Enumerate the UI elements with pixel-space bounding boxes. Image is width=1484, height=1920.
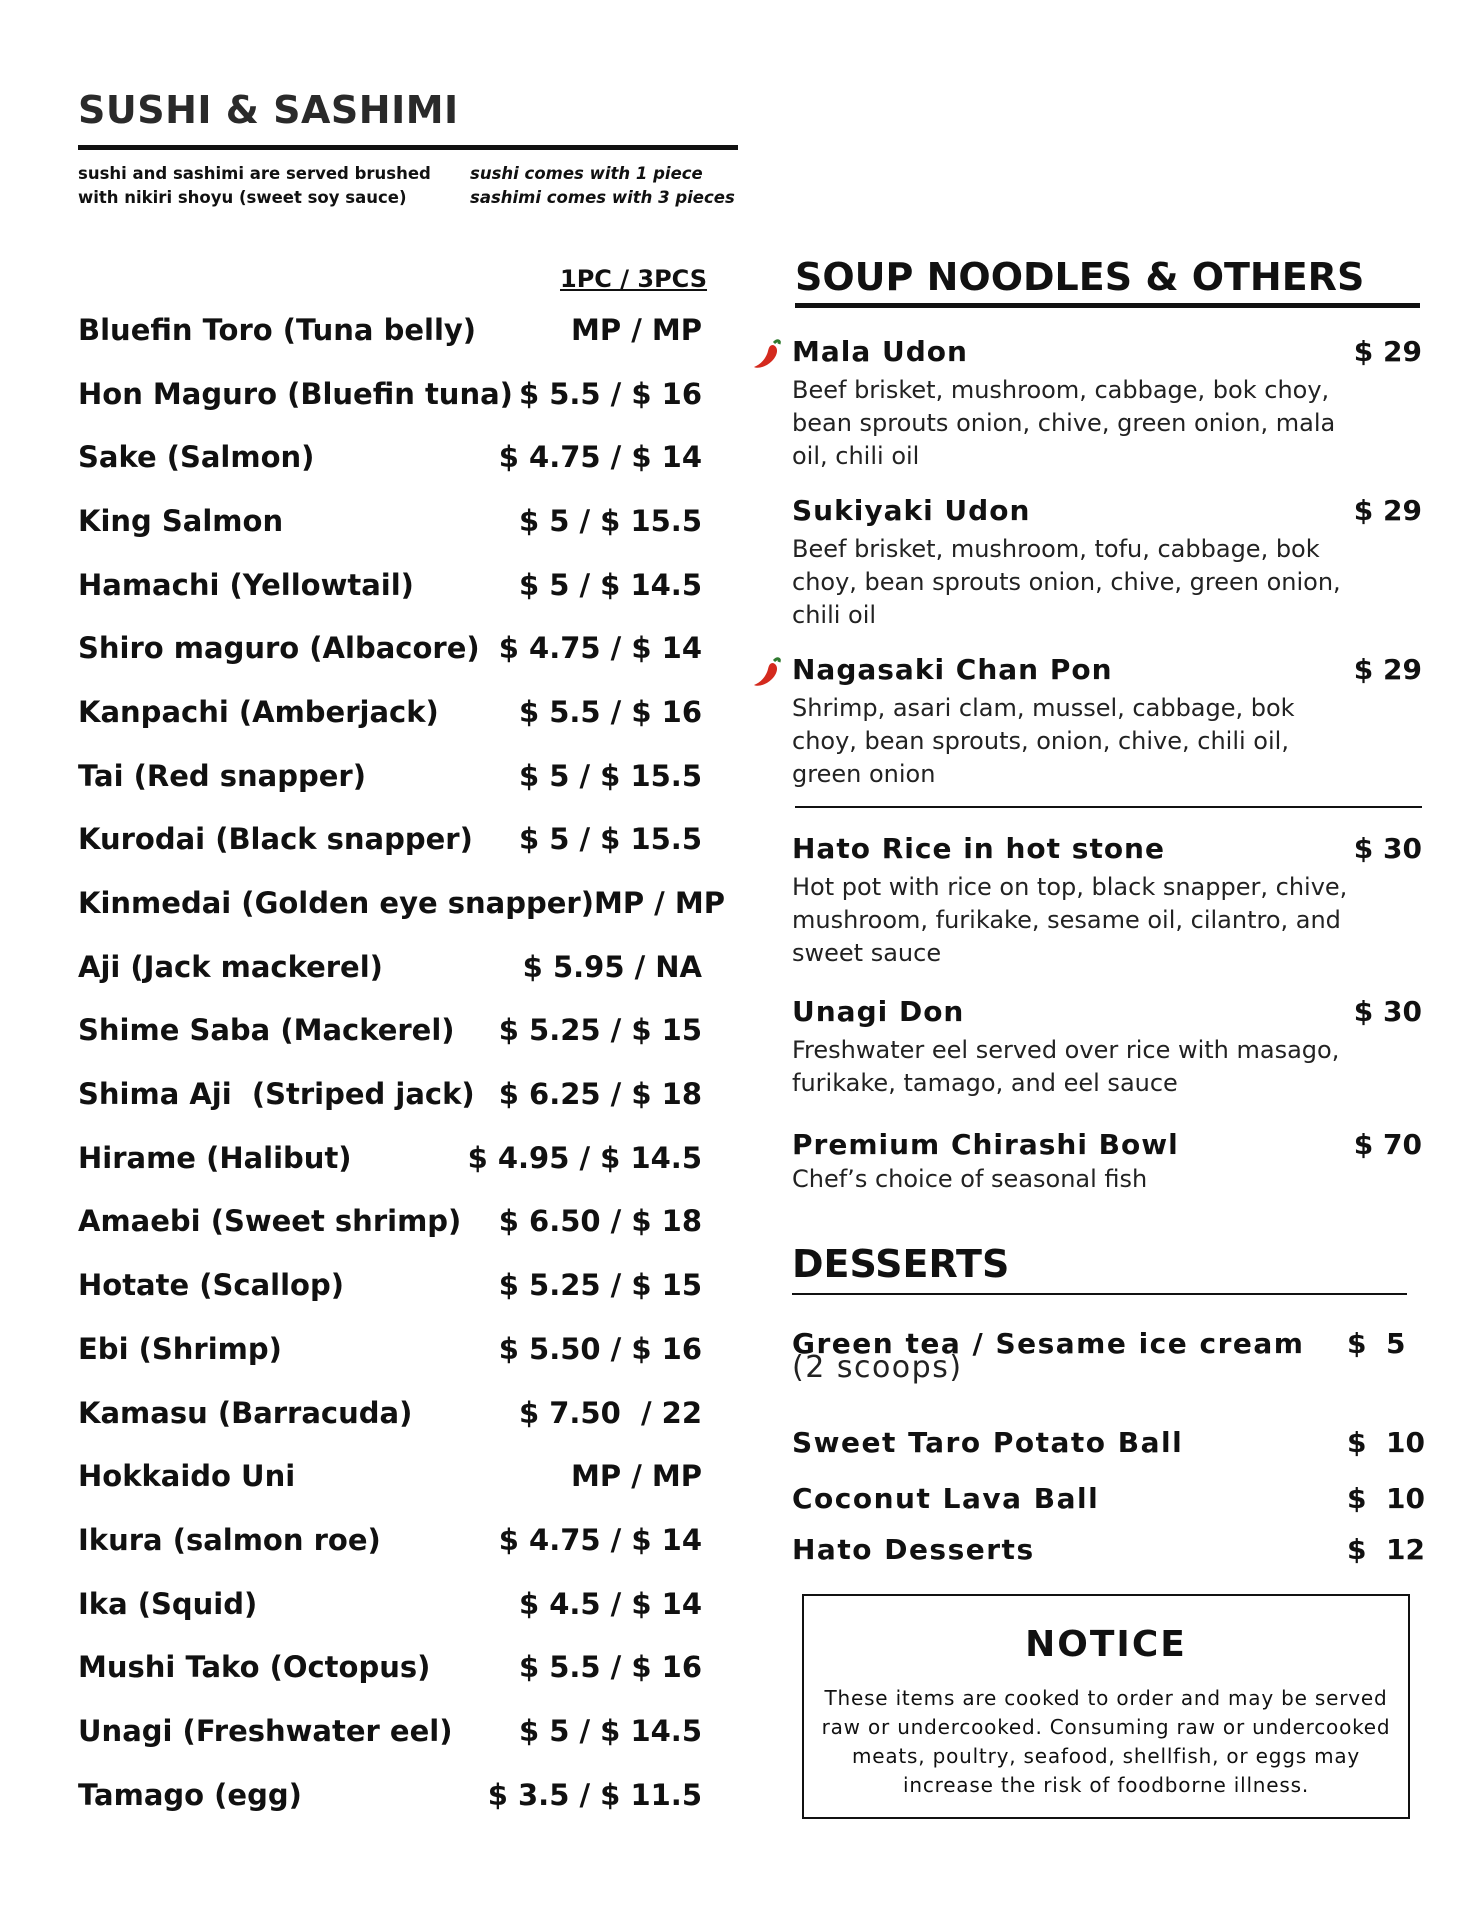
item-price: $ 4.75 / $ 14 bbox=[498, 440, 702, 475]
item-name: Tamago (egg) bbox=[78, 1777, 302, 1812]
notice-box bbox=[802, 1594, 1410, 1819]
item-price: $ 4.95 / $ 14.5 bbox=[467, 1140, 702, 1175]
list-item bbox=[78, 999, 702, 1063]
desserts-section-title: DESSERTS bbox=[792, 1242, 1010, 1286]
sushi-section-title: SUSHI & SASHIMI bbox=[78, 88, 459, 132]
item-name: Mala Udon bbox=[792, 335, 968, 368]
item-name: Tai (Red snapper) bbox=[78, 758, 366, 793]
list-item bbox=[78, 680, 702, 744]
item-name: Hirame (Halibut) bbox=[78, 1140, 352, 1175]
list-item bbox=[78, 1190, 702, 1254]
notice-text: These items are cooked to order and may be served raw or undercooked. Consuming raw or undercooked meats, poultry, seafood, shellfish, or eggs may increase the risk of foodborne illness. bbox=[821, 1686, 1391, 1797]
item-price: $ 7.50 / 22 bbox=[518, 1395, 702, 1430]
desserts-title-divider bbox=[792, 1293, 1407, 1295]
sushi-note-brushing: sushi and sashimi are served brushed with nikiri shoyu (sweet soy sauce) bbox=[78, 164, 431, 207]
dessert-item-coconut-lava bbox=[792, 1482, 1425, 1515]
list-item bbox=[78, 1763, 702, 1827]
item-description: Hot pot with rice on top, black snapper, chive, mushroom, furikake, sesame oil, cilantro, and sweet sauce bbox=[792, 873, 1348, 967]
sushi-title-divider bbox=[78, 145, 738, 150]
item-price: $ 30 bbox=[1353, 832, 1422, 865]
item-name: Hon Maguro (Bluefin tuna) bbox=[78, 376, 513, 411]
item-price: MP / MP bbox=[570, 1459, 702, 1494]
item-name: Shime Saba (Mackerel) bbox=[78, 1013, 455, 1048]
sushi-note-pieces bbox=[470, 162, 750, 210]
item-price: $ 10 bbox=[1347, 1426, 1425, 1459]
item-name: Kinmedai (Golden eye snapper) bbox=[78, 886, 594, 921]
item-name: Nagasaki Chan Pon bbox=[792, 653, 1113, 686]
sushi-price-list bbox=[78, 298, 725, 1827]
item-price: $ 70 bbox=[1353, 1128, 1422, 1161]
item-name: Kamasu (Barracuda) bbox=[78, 1395, 413, 1430]
item-name: Bluefin Toro (Tuna belly) bbox=[78, 312, 477, 347]
item-price: $ 5.5 / $ 16 bbox=[518, 694, 702, 729]
menu-item-nagasaki-chan-pon bbox=[792, 653, 1422, 791]
list-item bbox=[78, 1699, 702, 1763]
item-price: $ 5 / $ 15.5 bbox=[518, 758, 702, 793]
menu-item-hato-rice bbox=[792, 832, 1422, 970]
item-name: Kurodai (Black snapper) bbox=[78, 822, 473, 857]
item-name: Ikura (salmon roe) bbox=[78, 1522, 381, 1557]
item-price: $ 5 / $ 14.5 bbox=[518, 567, 702, 602]
item-price: $ 3.5 / $ 11.5 bbox=[487, 1777, 702, 1812]
item-price: $ 29 bbox=[1353, 653, 1422, 686]
item-price: $ 6.50 / $ 18 bbox=[498, 1204, 702, 1239]
item-price: $ 5.5 / $ 16 bbox=[518, 376, 702, 411]
item-description: Shrimp, asari clam, mussel, cabbage, bok choy, bean sprouts, onion, chive, chili oil, green onion bbox=[792, 694, 1295, 788]
item-name: Hamachi (Yellowtail) bbox=[78, 567, 414, 602]
item-price: $ 5 / $ 15.5 bbox=[518, 503, 702, 538]
notice-title: NOTICE bbox=[1025, 1624, 1187, 1665]
item-price: $ 5.50 / $ 16 bbox=[498, 1331, 702, 1366]
item-price: $ 5 / $ 15.5 bbox=[518, 822, 702, 857]
item-price: $ 5.25 / $ 15 bbox=[498, 1013, 702, 1048]
item-name: King Salmon bbox=[78, 503, 284, 538]
chili-pepper-icon bbox=[752, 337, 782, 371]
item-price: $ 5.95 / NA bbox=[522, 949, 702, 984]
list-item bbox=[78, 744, 702, 808]
item-price: $ 10 bbox=[1347, 1482, 1425, 1515]
list-item bbox=[78, 1572, 702, 1636]
item-price: $ 30 bbox=[1353, 995, 1422, 1028]
item-price: $ 4.75 / $ 14 bbox=[498, 1522, 702, 1557]
list-item bbox=[78, 871, 725, 935]
item-name: Shima Aji (Striped jack) bbox=[78, 1077, 475, 1112]
item-name: Ika (Squid) bbox=[78, 1586, 258, 1621]
item-price: $ 12 bbox=[1347, 1533, 1425, 1566]
item-name: Ebi (Shrimp) bbox=[78, 1331, 282, 1366]
item-name: Premium Chirashi Bowl bbox=[792, 1128, 1179, 1161]
item-price: $ 5.5 / $ 16 bbox=[518, 1650, 702, 1685]
item-name: Hotate (Scallop) bbox=[78, 1268, 344, 1303]
item-name: Unagi (Freshwater eel) bbox=[78, 1713, 453, 1748]
item-price: $ 5 / $ 14.5 bbox=[518, 1713, 702, 1748]
item-name: Sweet Taro Potato Ball bbox=[792, 1426, 1184, 1459]
soup-title-divider bbox=[795, 303, 1420, 308]
price-column-header: 1PC / 3PCS bbox=[560, 265, 708, 293]
item-name: Aji (Jack mackerel) bbox=[78, 949, 383, 984]
item-name: Hokkaido Uni bbox=[78, 1459, 296, 1494]
list-item bbox=[78, 489, 702, 553]
dessert-item-taro-ball bbox=[792, 1426, 1425, 1459]
item-price: MP / MP bbox=[593, 886, 725, 921]
menu-item-unagi-don bbox=[792, 995, 1422, 1100]
item-price: $ 29 bbox=[1353, 335, 1422, 368]
item-price: $ 29 bbox=[1353, 494, 1422, 527]
list-item bbox=[78, 616, 702, 680]
sashimi-note-piece-count: sashimi comes with 3 pieces bbox=[470, 188, 735, 207]
chili-pepper-icon bbox=[752, 655, 782, 689]
list-item bbox=[78, 1253, 702, 1317]
list-item bbox=[78, 1508, 702, 1572]
item-price: MP / MP bbox=[570, 312, 702, 347]
sushi-note-piece-count: sushi comes with 1 piece bbox=[470, 164, 703, 183]
item-name: Coconut Lava Ball bbox=[792, 1482, 1100, 1515]
list-item bbox=[78, 362, 702, 426]
item-name: Hato Rice in hot stone bbox=[792, 832, 1165, 865]
item-price: $ 5.25 / $ 15 bbox=[498, 1268, 702, 1303]
item-name: Sukiyaki Udon bbox=[792, 494, 1031, 527]
list-item bbox=[78, 808, 702, 872]
menu-item-mala-udon bbox=[792, 335, 1422, 473]
menu-item-premium-chirashi bbox=[792, 1128, 1422, 1196]
list-item bbox=[78, 553, 702, 617]
list-item bbox=[78, 1317, 702, 1381]
item-name: Sake (Salmon) bbox=[78, 440, 315, 475]
menu-item-sukiyaki-udon bbox=[792, 494, 1422, 632]
item-name: Unagi Don bbox=[792, 995, 965, 1028]
dessert-item-hato-desserts bbox=[792, 1533, 1425, 1566]
list-item bbox=[78, 1444, 702, 1508]
list-item bbox=[78, 425, 702, 489]
item-description: Beef brisket, mushroom, tofu, cabbage, bok choy, bean sprouts onion, chive, green onion, chili oil bbox=[792, 535, 1341, 629]
item-description: Chef’s choice of seasonal fish bbox=[792, 1165, 1148, 1193]
item-price: $ 4.5 / $ 14 bbox=[518, 1586, 702, 1621]
item-price: $ 4.75 / $ 14 bbox=[498, 631, 702, 666]
item-name: Hato Desserts bbox=[792, 1533, 1035, 1566]
item-description: Beef brisket, mushroom, cabbage, bok choy, bean sprouts onion, chive, green onion, mala oil, chili oil bbox=[792, 376, 1336, 470]
list-item bbox=[78, 298, 702, 362]
list-item bbox=[78, 1381, 702, 1445]
list-item bbox=[78, 935, 702, 999]
item-name: Mushi Tako (Octopus) bbox=[78, 1650, 431, 1685]
item-description: Freshwater eel served over rice with masago, furikake, tamago, and eel sauce bbox=[792, 1036, 1340, 1097]
item-name: Kanpachi (Amberjack) bbox=[78, 694, 439, 729]
item-subtitle: (2 scoops) bbox=[792, 1350, 963, 1385]
soup-section-title: SOUP NOODLES & OTHERS bbox=[795, 255, 1365, 299]
list-item bbox=[78, 1635, 702, 1699]
section-divider bbox=[795, 806, 1422, 808]
list-item bbox=[78, 1126, 702, 1190]
item-name: Amaebi (Sweet shrimp) bbox=[78, 1204, 462, 1239]
item-price: $ 5 bbox=[1347, 1327, 1406, 1360]
item-price: $ 6.25 / $ 18 bbox=[498, 1077, 702, 1112]
item-name: Green tea / Sesame ice cream bbox=[792, 1327, 1305, 1360]
list-item bbox=[78, 1062, 702, 1126]
item-name: Shiro maguro (Albacore) bbox=[78, 631, 480, 666]
